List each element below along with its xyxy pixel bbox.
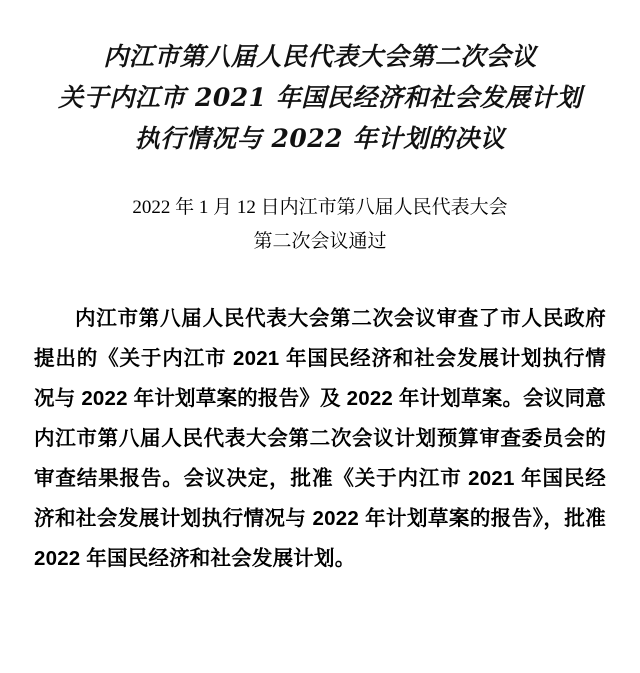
body-paragraph: 内江市第八届人民代表大会第二次会议审查了市人民政府提出的《关于内江市 2021 年国民经济和社会发展计划执行情况与 2022 年计划草案的报告》及 2022 年计划草案。会议同意内江市第八届人民代表大会第二次会议计划预算审查委员会的审查结果报告。会议决定，批准《关于内江市 2021 年国民经济和社会发展计划执行情况与 2022 年计划草案的报告》，批准 2022 年国民经济和社会发展计划。 xyxy=(34,307,606,570)
document-body xyxy=(34,299,606,579)
subtitle-line-1: 2022 年 1 月 12 日内江市第八届人民代表大会 xyxy=(132,197,508,218)
title-line-2: 关于内江市 2021 年国民经济和社会发展计划 xyxy=(58,83,582,112)
page-title xyxy=(34,28,606,159)
document-subtitle xyxy=(34,191,606,259)
title-line-1: 内江市第八届人民代表大会第二次会议 xyxy=(103,42,537,71)
title-line-3: 执行情况与 2022 年计划的决议 xyxy=(134,124,506,153)
subtitle-line-2: 第二次会议通过 xyxy=(253,231,387,252)
